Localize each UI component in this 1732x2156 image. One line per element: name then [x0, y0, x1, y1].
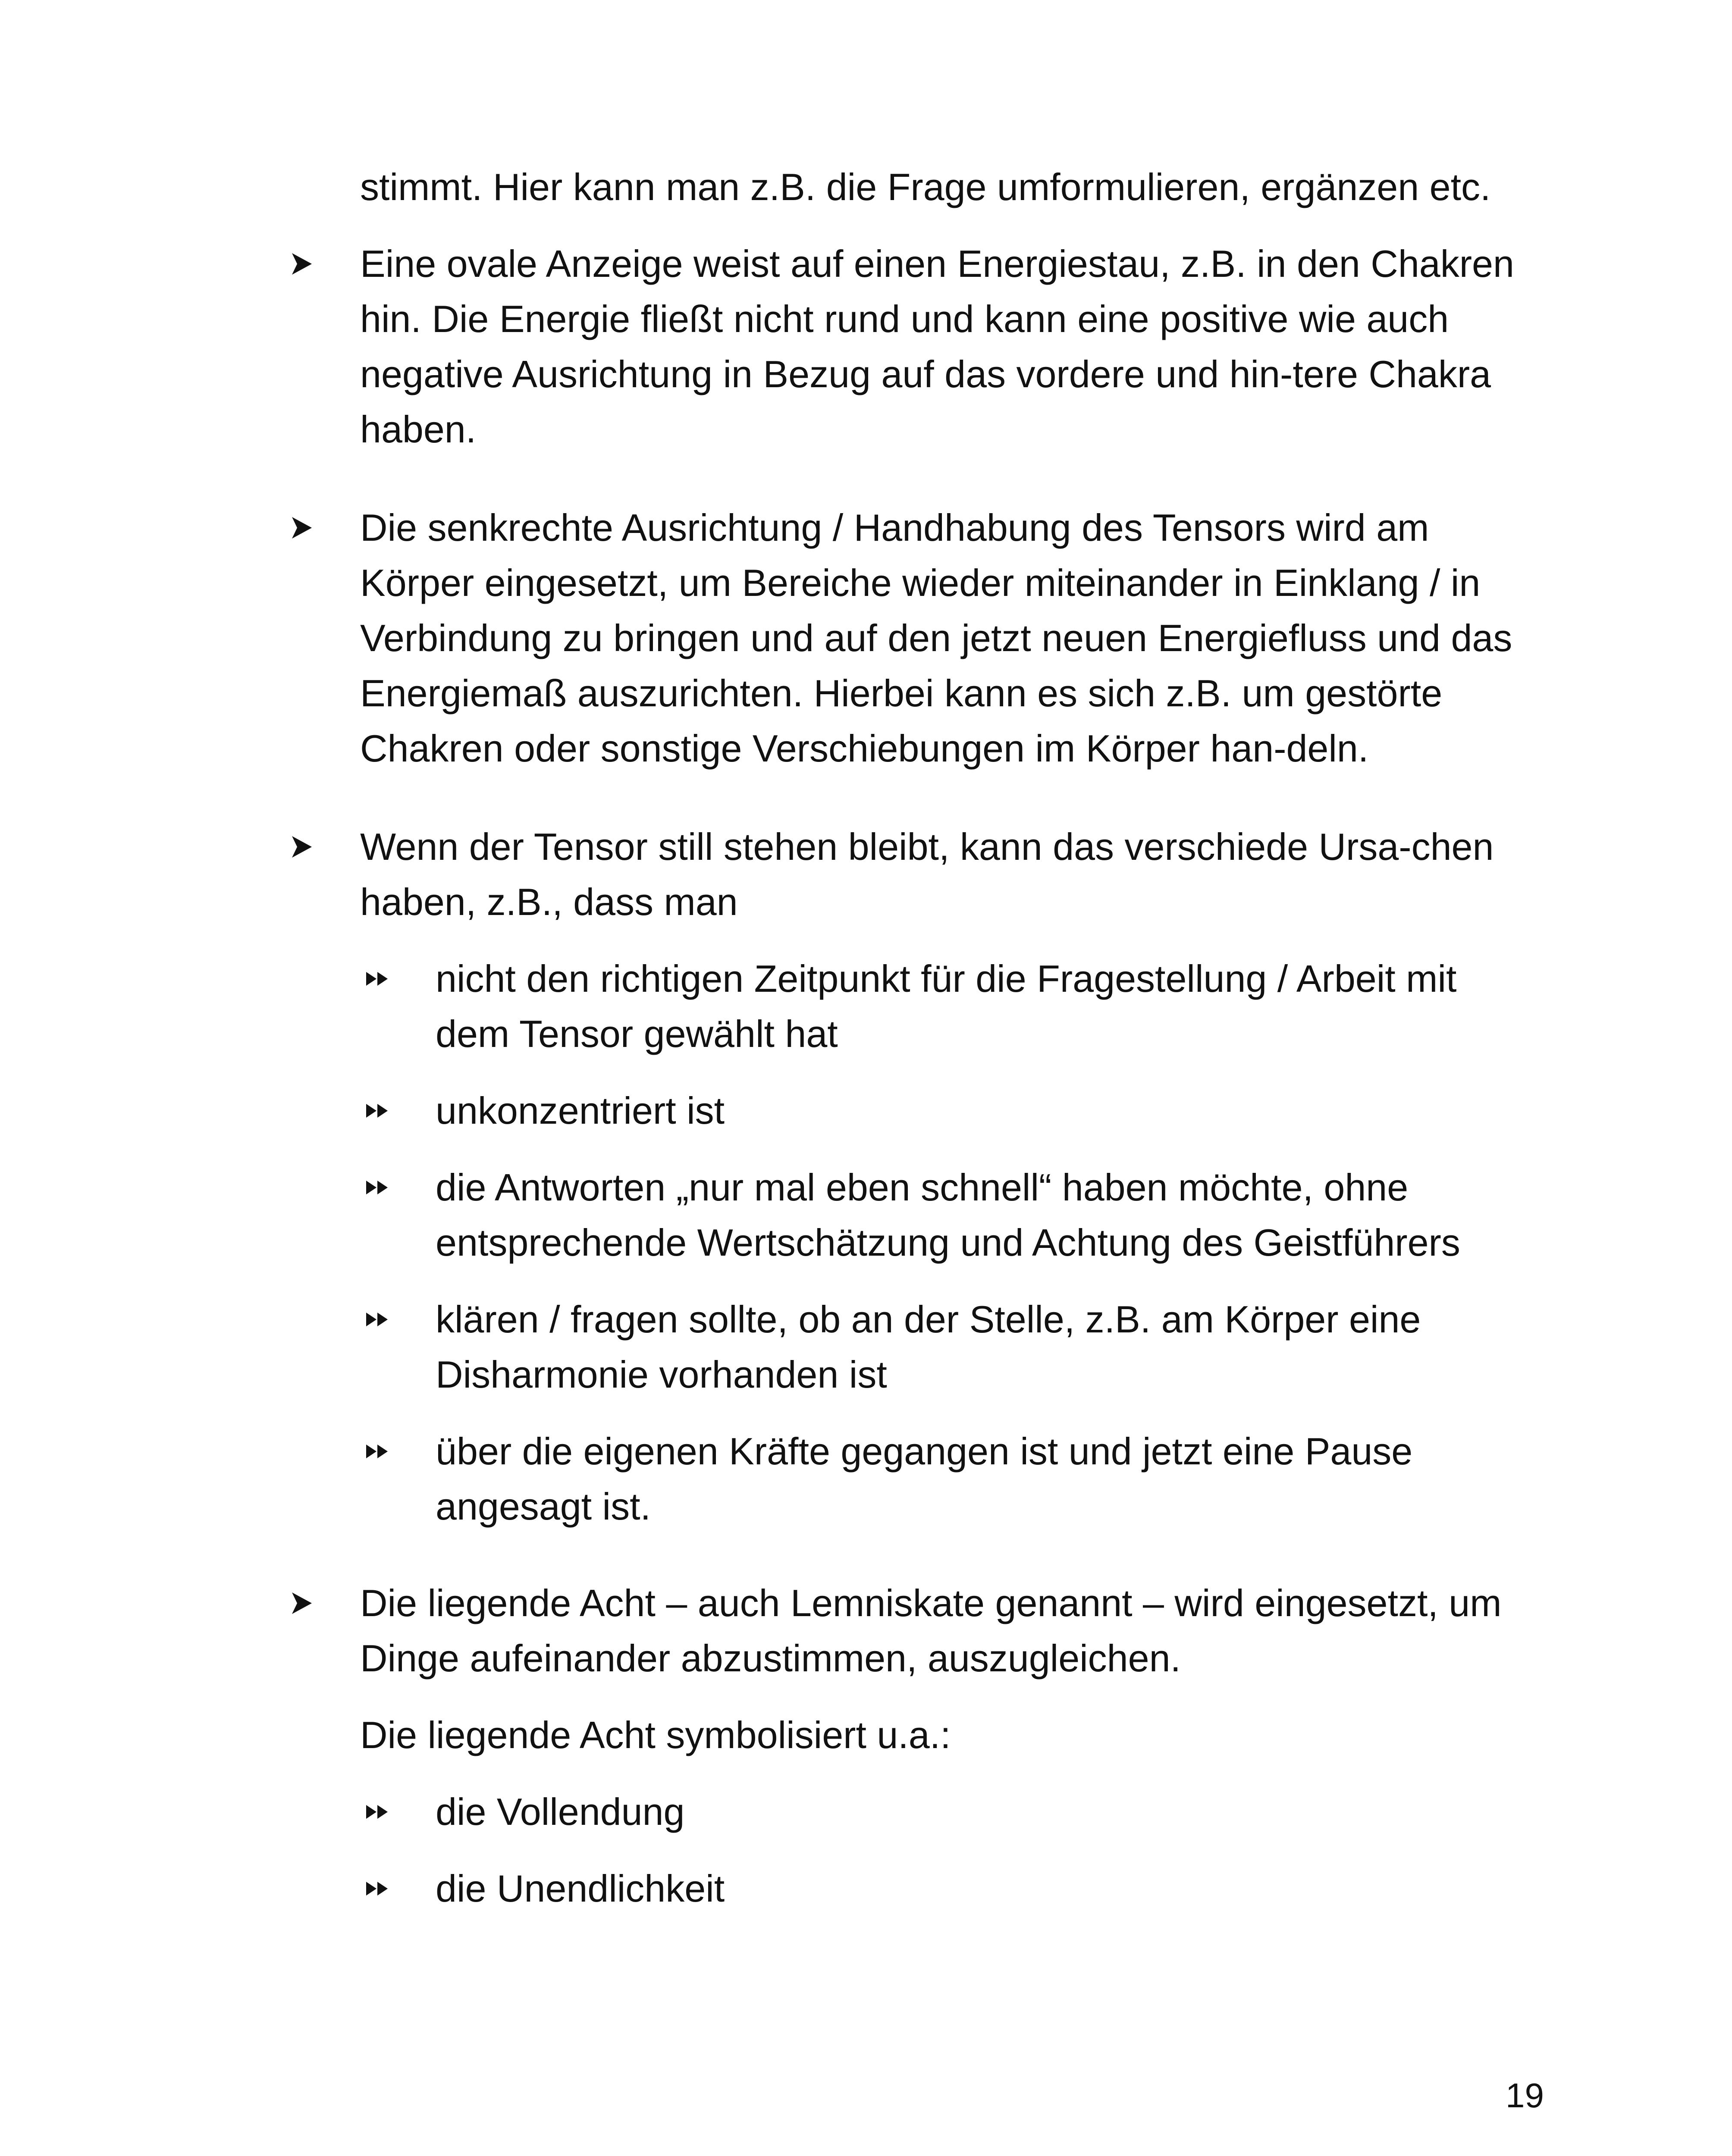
- sub-bullet-item: [436, 1424, 1525, 1534]
- sub-bullet-text: nicht den richtigen Zeitpunkt für die Fragestellung / Arbeit mit dem Tensor gewählt hat: [436, 957, 1457, 1055]
- sub-bullet-text: die Antworten „nur mal eben schnell“ haben möchte, ohne entsprechende Wertschätzung und Achtung des Geistführers: [436, 1166, 1460, 1264]
- double-triangle-bullet-icon: [360, 1160, 395, 1215]
- bullet-item-lemniscate: [360, 1576, 1525, 1686]
- intro-continuation: stimmt. Hier kann man z.B. die Frage umformulieren, ergänzen etc.: [360, 166, 1491, 208]
- bullet-item-vertical-alignment: [360, 500, 1525, 776]
- sub-bullet-item: [436, 1861, 1525, 1916]
- arrowhead-bullet-icon: [285, 1576, 319, 1631]
- bullet-text: Wenn der Tensor still stehen bleibt, kann das verschiede Ursa-chen haben, z.B., dass man: [360, 825, 1494, 923]
- lemniscate-note: Die liegende Acht symbolisiert u.a.:: [360, 1714, 951, 1756]
- bullet-item-oval-display: [360, 236, 1525, 457]
- sub-bullet-text: über die eigenen Kräfte gegangen ist und jetzt eine Pause angesagt ist.: [436, 1430, 1413, 1528]
- bullet-item-tensor-still: [360, 819, 1525, 930]
- arrowhead-bullet-icon: [285, 819, 319, 874]
- double-triangle-bullet-icon: [360, 1424, 395, 1479]
- double-triangle-bullet-icon: [360, 951, 395, 1006]
- sub-bullet-item: [436, 1784, 1525, 1839]
- bullet-text: Die senkrechte Ausrichtung / Handhabung des Tensors wird am Körper eingesetzt, um Bereiche wieder miteinander in Einklang / in Verbindung zu bringen und auf den jetzt neuen Energiefluss und das Energiemaß auszurichten. Hierbei kann es sich z.B. um gestörte Chakren oder sonstige Verschiebungen im Körper han-deln.: [360, 506, 1512, 770]
- sub-bullet-item: [436, 1160, 1525, 1270]
- bullet-text: Eine ovale Anzeige weist auf einen Energiestau, z.B. in den Chakren hin. Die Energie fließt nicht rund und kann eine positive wie auch negative Ausrichtung in Bezug auf das vordere und hin-tere Chakra haben.: [360, 242, 1514, 451]
- page-content: [360, 160, 1525, 1916]
- sub-bullet-item: [436, 951, 1525, 1062]
- double-triangle-bullet-icon: [360, 1784, 395, 1839]
- page-number: 19: [1506, 2076, 1544, 2115]
- arrowhead-bullet-icon: [285, 500, 319, 555]
- sub-bullet-text: die Vollendung: [436, 1790, 685, 1833]
- double-triangle-bullet-icon: [360, 1292, 395, 1347]
- sub-bullet-item: [436, 1292, 1525, 1402]
- bullet-text: Die liegende Acht – auch Lemniskate genannt – wird eingesetzt, um Dinge aufeinander abzustimmen, auszugleichen.: [360, 1582, 1502, 1680]
- double-triangle-bullet-icon: [360, 1861, 395, 1916]
- sub-bullet-item: [436, 1083, 1525, 1138]
- sub-bullet-text: die Unendlichkeit: [436, 1867, 725, 1910]
- sub-bullet-text: klären / fragen sollte, ob an der Stelle, z.B. am Körper eine Disharmonie vorhanden ist: [436, 1298, 1421, 1396]
- double-triangle-bullet-icon: [360, 1083, 395, 1138]
- arrowhead-bullet-icon: [285, 236, 319, 291]
- sub-bullet-text: unkonzentriert ist: [436, 1089, 725, 1132]
